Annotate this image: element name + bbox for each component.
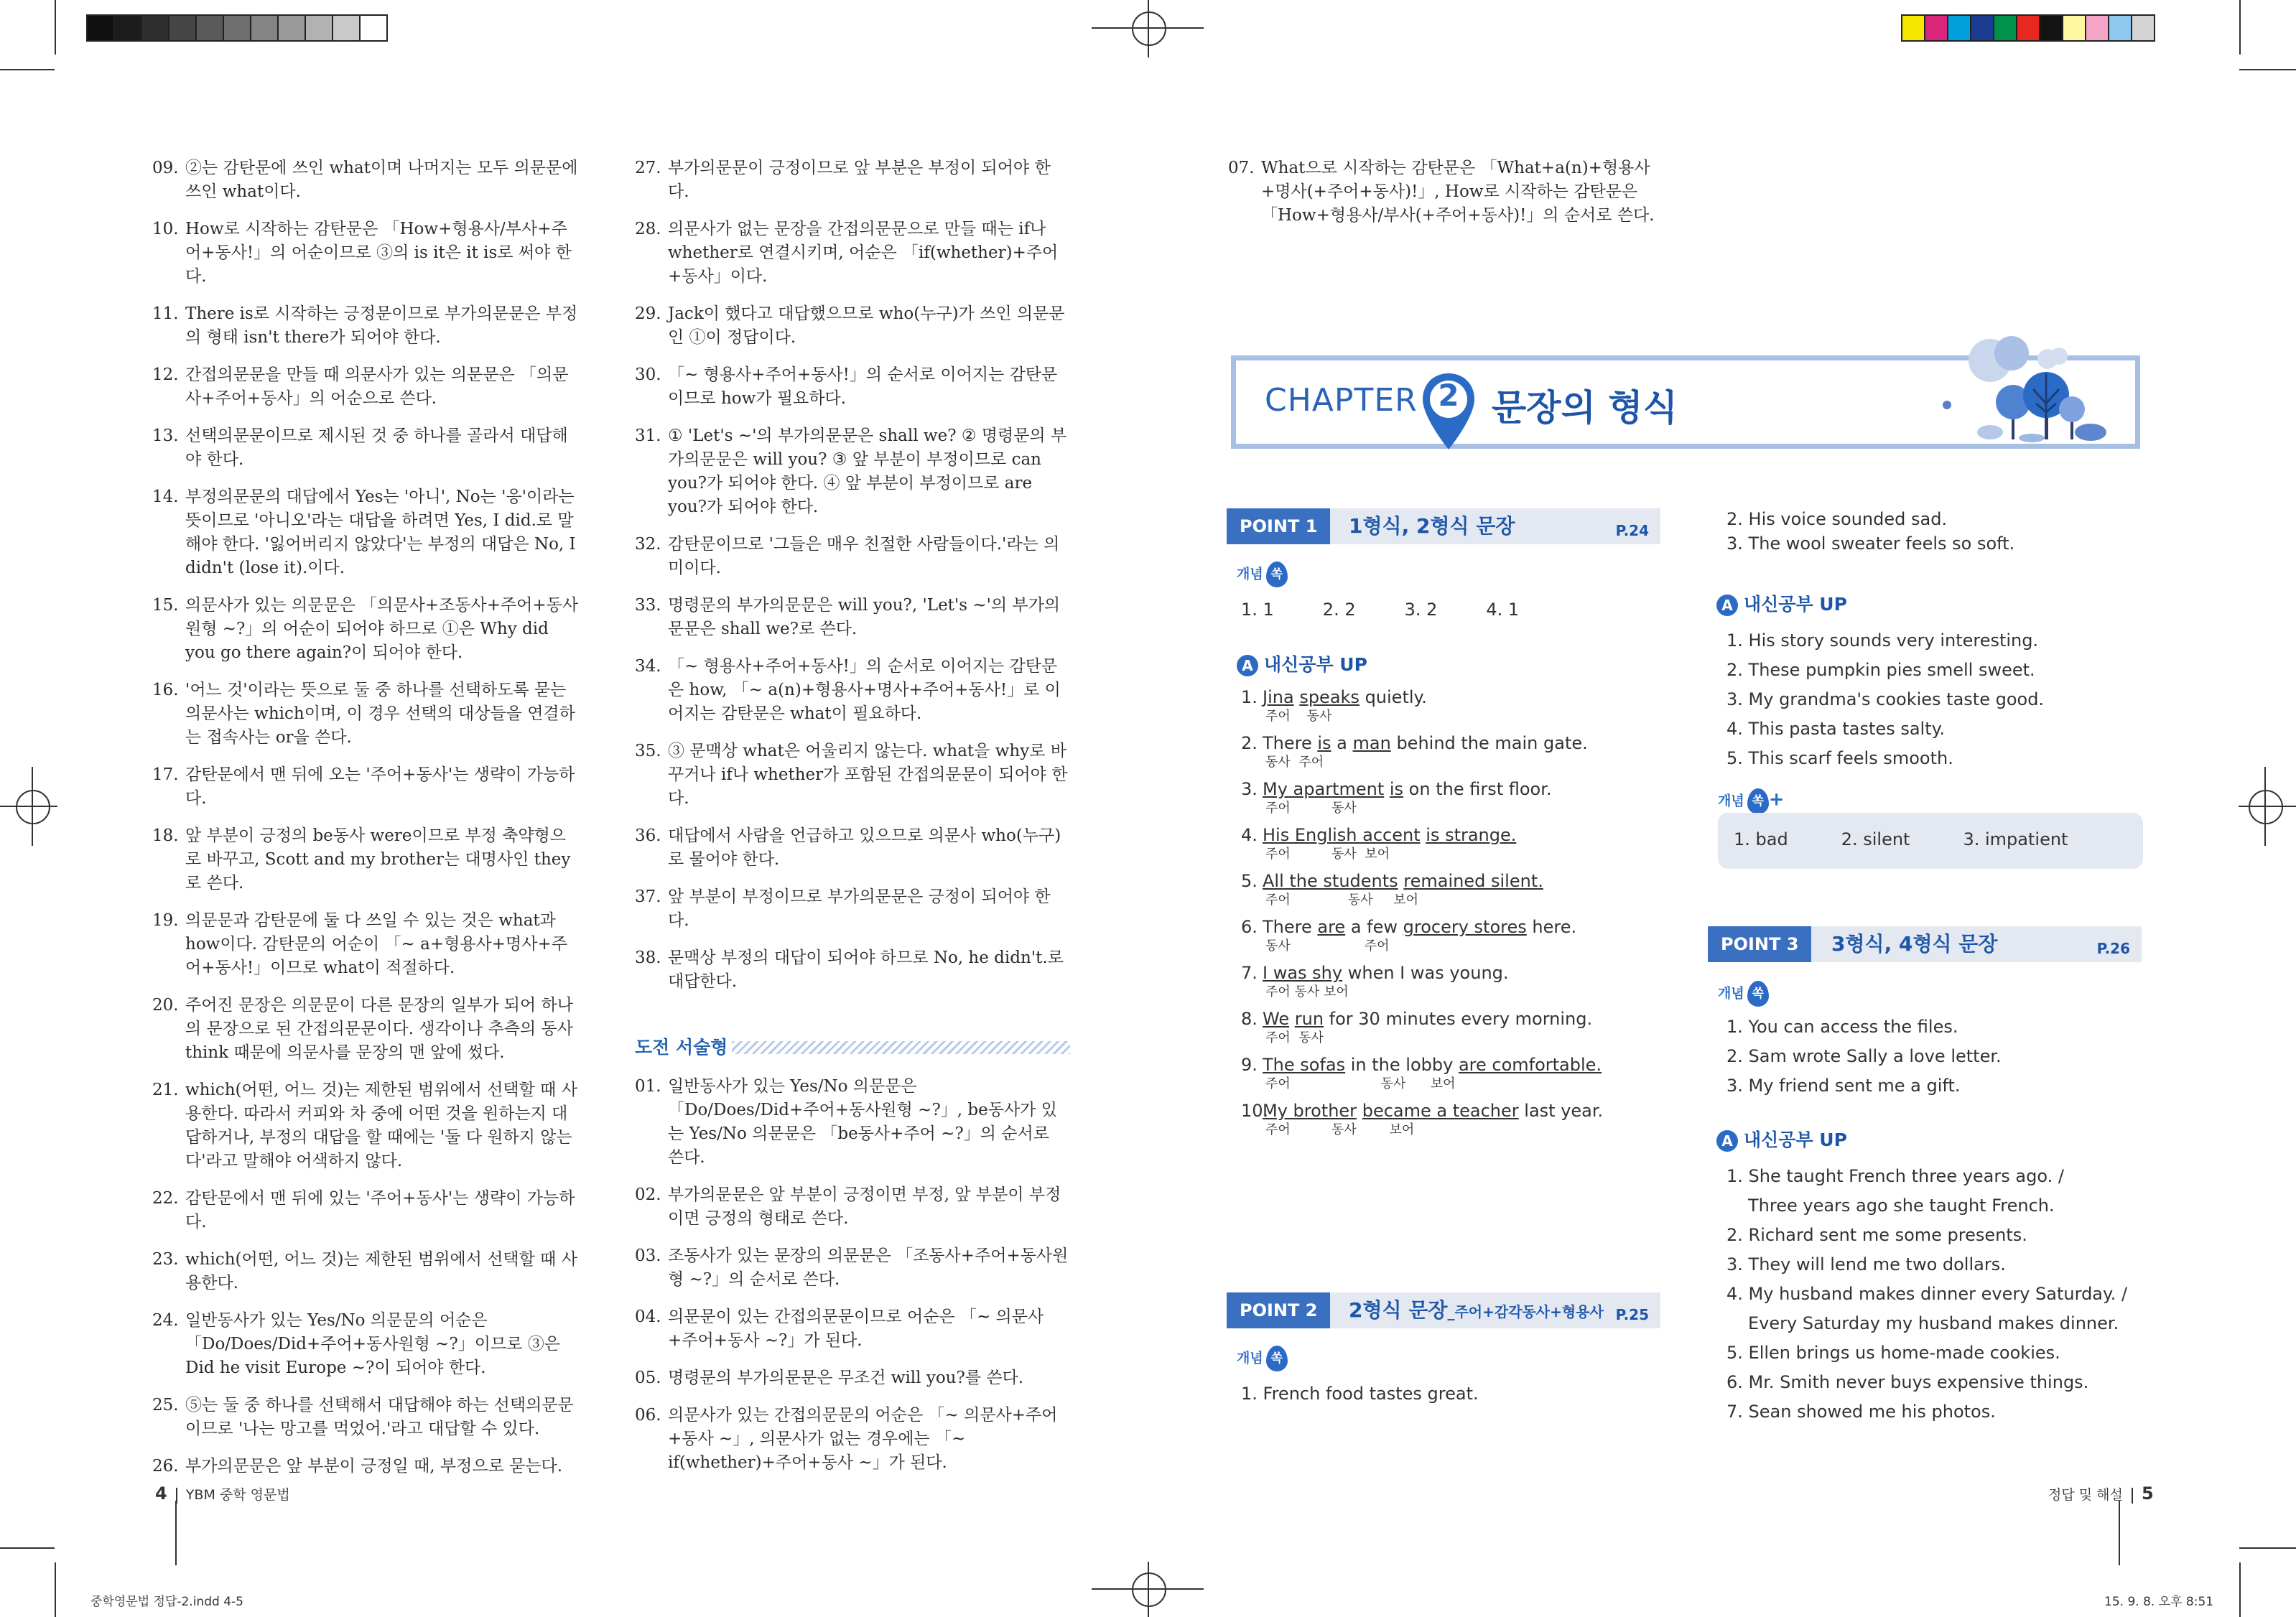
point2-title: 2형식 문장_주어+감각동사+형용사 (1349, 1298, 1604, 1322)
grammar-labels: 동사 주어 (1265, 755, 1324, 770)
chapter-title: 문장의 형식 (1492, 387, 1678, 429)
sentence-analysis: 6. There are a few grocery stores here. 동사 주어 (1241, 915, 1643, 954)
answer-line: 5. This scarf feels smooth. (1726, 748, 1953, 768)
naesin-heading: A 내신공부 UP (1716, 1126, 1847, 1152)
color-swatch (1924, 14, 1948, 42)
sentence-analysis: 9. The sofas in the lobby are comfortable. 주어 동사 보어 (1241, 1053, 1643, 1091)
print-date: 15. 9. 8. 오후 8:51 (2104, 1595, 2214, 1609)
answer-number: 15. (152, 596, 179, 615)
answer-item (635, 740, 1070, 811)
answer-item (152, 679, 580, 750)
answer-line: 3. My grandma's cookies taste good. (1726, 689, 2045, 709)
answer-number: 17. (152, 765, 179, 784)
answer-number: 19. (152, 911, 179, 930)
answer-line: 1. His story sounds very interesting. (1726, 630, 2039, 651)
answer-item (152, 1248, 580, 1295)
answer-item (152, 218, 580, 289)
page-number-right: 5 (2141, 1483, 2154, 1504)
answer-item (635, 1366, 1070, 1390)
point1-title: 1형식, 2형식 문장 (1349, 514, 1515, 538)
answer-item (635, 946, 1070, 994)
answer-text: 간접의문문을 만들 때 의문사가 있는 의문문은 「의문사+주어+동사」의 어순으로 쓴다. (185, 365, 569, 408)
point2-header (1227, 1292, 1660, 1328)
answer-column-3-top (1228, 157, 1659, 241)
color-swatch (277, 14, 306, 42)
answer-item (635, 157, 1070, 204)
answer-number: 20. (152, 996, 179, 1015)
answer-text: 대답에서 사람을 언급하고 있으므로 의문사 who(누구)로 물어야 한다. (668, 826, 1061, 869)
answer-item (635, 363, 1070, 411)
answer-text: 조동사가 있는 문장의 의문문은 「조동사+주어+동사원형 ~?」의 순서로 쓴다. (668, 1246, 1069, 1289)
answer-text: 주어진 문장은 의문문이 다른 문장의 일부가 되어 하나의 문장으로 된 간접의문문이다. 생각이나 추측의 동사 think 때문에 의문사를 문장의 맨 앞에 썼다. (185, 996, 573, 1062)
drop-icon: 쏙 (1747, 788, 1769, 814)
grammar-labels: 주어 동사 (1265, 709, 1332, 724)
answer-item (152, 1078, 580, 1173)
answer-number: 27. (635, 159, 661, 177)
answer-number: 36. (635, 826, 661, 845)
answer-line: 5. Ellen brings us home-made cookies. (1726, 1343, 2060, 1363)
answer-number: 31. (635, 427, 661, 445)
answer-text: 「~ 형용사+주어+동사!」의 순서로 이어지는 감탄문은 how, 「~ a(n)+형용사+명사+주어+동사!」로 이어지는 감탄문은 what이 필요하다. (668, 657, 1061, 723)
answer-item (635, 302, 1070, 350)
answer-line: 1. She taught French three years ago. / (1726, 1166, 2064, 1186)
answer-text: 의문문이 있는 간접의문문이므로 어순은 「~ 의문사+주어+동사 ~?」가 된다. (668, 1308, 1044, 1350)
answer-item (635, 655, 1070, 726)
answer-text: '어느 것'이라는 뜻으로 둘 중 하나를 선택하도록 묻는 의문사는 which이며, 이 경우 선택의 대상들을 연결하는 접속사는 or을 쓴다. (185, 681, 575, 747)
answer-number: 13. (152, 427, 179, 445)
answer-number: 26. (152, 1457, 179, 1476)
point3-naesin-answers (1726, 1162, 2127, 1427)
answer-text: 감탄문이므로 '그들은 매우 친절한 사람들이다.'라는 의미이다. (668, 535, 1060, 577)
answer-number: 01. (635, 1077, 661, 1096)
color-swatch (2039, 14, 2063, 42)
answer-number: 23. (152, 1250, 179, 1269)
answer-text: 앞 부분이 부정이므로 부가의문문은 긍정이 되어야 한다. (668, 887, 1051, 930)
point1-naesin-answers (1241, 685, 1643, 1145)
chapter-banner (1231, 355, 2140, 449)
answer-number: 33. (635, 596, 661, 615)
answer-item (635, 1244, 1070, 1292)
answer-text: 부가의문문은 앞 부분이 긍정일 때, 부정으로 묻는다. (185, 1457, 563, 1476)
drop-icon: 쏙 (1266, 561, 1288, 587)
color-swatch (113, 14, 142, 42)
answer-text: 일반동사가 있는 Yes/No 의문문의 어순은 「Do/Does/Did+주어+동사원형 ~?」이므로 ③은 Did he visit Europe ~?이 되어야 한다. (185, 1311, 560, 1377)
answer-number: 38. (635, 949, 661, 967)
drop-icon: 쏙 (1747, 981, 1769, 1007)
answer-number: 22. (152, 1189, 179, 1208)
color-swatch (2016, 14, 2040, 42)
sentence-analysis: 5. All the students remained silent. 주어 동사 보어 (1241, 869, 1643, 908)
answer-text: 의문문과 감탄문에 둘 다 쓰일 수 있는 것은 what과 how이다. 감탄문의 어순이 「~ a+형용사+명사+주어+동사!」이므로 what이 적절하다. (185, 911, 567, 977)
answer-item (152, 1455, 580, 1478)
answer-line: 3. They will lend me two dollars. (1726, 1254, 2006, 1275)
grammar-labels: 주어 동사 (1265, 1030, 1324, 1045)
answer-item (635, 1305, 1070, 1353)
answer-item (635, 824, 1070, 872)
color-swatch (2085, 14, 2109, 42)
answer-text: 명령문의 부가의문문은 will you?, 'Let's ~'의 부가의문문은 shall we?로 쓴다. (668, 596, 1061, 638)
answer-column-2 (635, 157, 1070, 1488)
answer-text: There is로 시작하는 긍정문이므로 부가의문문은 부정의 형태 isn't there가 되어야 한다. (185, 304, 578, 347)
answer-item (152, 763, 580, 811)
answer-number: 11. (152, 304, 179, 323)
point3-page: P.26 (2096, 940, 2130, 957)
color-swatch (141, 14, 169, 42)
answer-text: 의문사가 없는 문장을 간접의문문으로 만들 때는 if나 whether로 연결시키며, 어순은 「if(whether)+주어+동사」이다. (668, 220, 1059, 286)
answer-text: 문맥상 부정의 대답이 되어야 하므로 No, he didn't.로 대답한다. (668, 949, 1064, 991)
point2-plus-box: 1. bad 2. silent 3. impatient (1718, 813, 2143, 869)
answer-item (152, 909, 580, 980)
point2-label: POINT 2 (1227, 1292, 1330, 1328)
chapter-number: 2 (1438, 378, 1459, 413)
answer-line: Every Saturday my husband makes dinner. (1748, 1313, 2119, 1333)
trees-illustration (1904, 332, 2134, 447)
point3-quick-answers: 1. You can access the files. 2. Sam wrote Sally a love letter. 3. My friend sent me a gift. (1726, 1017, 2002, 1096)
sentence-analysis: 2. There is a man behind the main gate. 동사 주어 (1241, 731, 1643, 770)
grammar-labels: 주어 동사 보어 (1265, 893, 1419, 908)
answer-line: 7. Sean showed me his photos. (1726, 1402, 1996, 1422)
answer-number: 16. (152, 681, 179, 699)
answer-column-1 (152, 157, 580, 1492)
color-swatch (1993, 14, 2017, 42)
answer-text: 선택의문문이므로 제시된 것 중 하나를 골라서 대답해야 한다. (185, 427, 568, 469)
answer-item (152, 302, 580, 350)
answer-text: 일반동사가 있는 Yes/No 의문문은 「Do/Does/Did+주어+동사원형 ~?」, be동사가 있는 Yes/No 의문문은 「be동사+주어 ~?」의 순서로 쓴다. (668, 1077, 1057, 1167)
answer-text: 감탄문에서 맨 뒤에 있는 '주어+동사'는 생략이 가능하다. (185, 1189, 575, 1231)
answer-text: 부가의문문은 앞 부분이 긍정이면 부정, 앞 부분이 부정이면 긍정의 형태로 쓴다. (668, 1185, 1061, 1228)
answer-line: 4. This pasta tastes salty. (1726, 719, 1946, 739)
answer-item (152, 157, 580, 204)
color-swatch (195, 14, 224, 42)
badge-a-icon: A (1237, 655, 1258, 676)
color-swatch (332, 14, 361, 42)
chapter-word: CHAPTER (1265, 382, 1418, 419)
answer-text: ⑤는 둘 중 하나를 선택해서 대답해야 하는 선택의문문이므로 '나는 망고를 먹었어.'라고 대답할 수 있다. (185, 1396, 574, 1438)
point2-quick-continued: 2. His voice sounded sad. 3. The wool sweater feels so soft. (1726, 509, 2015, 554)
answer-number: 10. (152, 220, 179, 238)
answer-text: 의문사가 있는 간접의문문의 어순은 「~ 의문사+주어+동사 ~」, 의문사가 없는 경우에는 「~ if(whether)+주어+동사 ~」가 된다. (668, 1406, 1058, 1472)
answer-line: 2. Richard sent me some presents. (1726, 1225, 2027, 1245)
sentence-analysis: 3. My apartment is on the first floor. 주어 동사 (1241, 777, 1643, 816)
answer-number: 28. (635, 220, 661, 238)
answer-item (152, 1187, 580, 1234)
point3-title: 3형식, 4형식 문장 (1831, 932, 1998, 956)
answer-number: 14. (152, 488, 179, 506)
answer-item (152, 1394, 580, 1441)
color-swatch (86, 14, 115, 42)
gaenyeom-badge: 개념 쏙 (1237, 1346, 1288, 1371)
answer-item (635, 594, 1070, 641)
color-swatch (223, 14, 251, 42)
point2-page: P.25 (1615, 1306, 1649, 1323)
sentence-analysis: 1. Jina speaks quietly. 주어 동사 (1241, 685, 1643, 724)
color-swatch (359, 14, 388, 42)
answer-number: 32. (635, 535, 661, 554)
naesin-heading: A 내신공부 UP (1237, 651, 1367, 676)
grammar-labels: 주어 동사 보어 (1265, 847, 1390, 862)
answer-text: ③ 문맥상 what은 어울리지 않는다. what을 why로 바꾸거나 if나 whether가 포함된 간접의문문이 되어야 한다. (668, 742, 1068, 808)
answer-text: ① 'Let's ~'의 부가의문문은 shall we? ② 명령문의 부가의문문은 will you? ③ 앞 부분이 부정이므로 can you?가 되어야 한다. ④ 앞 부분이 부정이므로 are you?가 되어야 한다. (668, 427, 1067, 516)
color-swatch (1901, 14, 1925, 42)
grammar-labels: 주어 동사 (1265, 801, 1357, 816)
answer-text: How로 시작하는 감탄문은 「How+형용사/부사+주어+동사!」의 어순이므로 ③의 is it은 it is로 써야 한다. (185, 220, 572, 286)
answer-number: 18. (152, 826, 179, 845)
grammar-labels: 주어 동사 보어 (1265, 984, 1349, 999)
book-title: YBM 중학 영문법 (185, 1487, 290, 1503)
answer-item (152, 1309, 580, 1380)
answer-item (635, 218, 1070, 289)
answer-item (152, 594, 580, 665)
answer-text: Jack이 했다고 대답했으므로 who(누구)가 쓰인 의문문인 ①이 정답이다. (668, 304, 1065, 347)
answer-line: 4. My husband makes dinner every Saturday. / (1726, 1284, 2128, 1304)
section-title-hatch (732, 1041, 1070, 1054)
answer-text: ②는 감탄문에 쓰인 what이며 나머지는 모두 의문문에 쓰인 what이다. (185, 159, 578, 201)
answer-line: 6. Mr. Smith never buys expensive things. (1726, 1372, 2089, 1392)
point1-header (1227, 508, 1660, 544)
section-challenge-writing (635, 1035, 1070, 1059)
sentence-analysis: 10. My brother became a teacher last year. 주어 동사 보어 (1241, 1099, 1643, 1137)
answer-text: 부정의문문의 대답에서 Yes는 '아니', No는 '응'이라는 뜻이므로 '아니오'라는 대답을 하려면 Yes, I did.로 말해야 한다. '잃어버리지 않았다'는 부정의 대답은 No, I didn't (lose it).이다. (185, 488, 576, 577)
answer-number: 30. (635, 365, 661, 384)
answer-number: 04. (635, 1308, 661, 1326)
file-slug: 중학영문법 정답-2.indd 4-5 (90, 1595, 243, 1609)
answer-number: 25. (152, 1396, 179, 1415)
point3-header (1708, 926, 2142, 962)
footer-right (2048, 1483, 2154, 1504)
book-section: 정답 및 해설 (2048, 1487, 2123, 1503)
naesin-heading: A 내신공부 UP (1716, 590, 1847, 616)
color-swatch (305, 14, 333, 42)
answer-text: 명령문의 부가의문문은 무조건 will you?를 쓴다. (668, 1369, 1024, 1387)
answer-text: 의문사가 있는 의문문은 「의문사+조동사+주어+동사원형 ~?」의 어순이 되어야 하므로 ①은 Why did you go there again?이 되어야 한다. (185, 596, 579, 662)
answer-number: 21. (152, 1081, 179, 1099)
answer-item (635, 424, 1070, 519)
answer-number: 02. (635, 1185, 661, 1204)
answer-text: which(어떤, 어느 것)는 제한된 범위에서 선택할 때 사용한다. 따라서 커피와 차 중에 어떤 것을 원하는지 대답하거나, 부정의 대답을 할 때에는 '둘 다 원하지 않는다'라고 말해야 어색하지 않다. (185, 1081, 577, 1170)
answer-number: 29. (635, 304, 661, 323)
answer-number: 24. (152, 1311, 179, 1330)
answer-item (635, 1183, 1070, 1231)
color-swatch (250, 14, 279, 42)
drop-icon: 쏙 (1266, 1346, 1288, 1371)
color-swatch (168, 14, 197, 42)
answer-text: 부가의문문이 긍정이므로 앞 부분은 부정이 되어야 한다. (668, 159, 1051, 201)
answer-text: which(어떤, 어느 것)는 제한된 범위에서 선택할 때 사용한다. (185, 1250, 577, 1292)
grammar-labels: 주어 동사 보어 (1265, 1122, 1415, 1137)
sentence-analysis: 7. I was shy when I was young. 주어 동사 보어 (1241, 961, 1643, 999)
answer-item (635, 1075, 1070, 1170)
color-swatch (2062, 14, 2086, 42)
sentence-analysis: 4. His English accent is strange. 주어 동사 보어 (1241, 823, 1643, 862)
color-swatch (1970, 14, 1994, 42)
point1-label: POINT 1 (1227, 508, 1330, 544)
footer-left (155, 1483, 290, 1504)
answer-number: 03. (635, 1246, 661, 1265)
answer-text: 「~ 형용사+주어+동사!」의 순서로 이어지는 감탄문이므로 how가 필요하다. (668, 365, 1058, 408)
answer-item: 07. What으로 시작하는 감탄문은 「What+a(n)+형용사+명사(+주어+동사)!」, How로 시작하는 감탄문은 「How+형용사/부사(+주어+동사)!」의 순서로 쓴다. (1228, 159, 1655, 225)
answer-number: 35. (635, 742, 661, 760)
gaenyeom-badge: 개념 쏙 (1718, 981, 1769, 1007)
color-swatch (2108, 14, 2132, 42)
gaenyeom-badge: 개념 쏙 (1237, 561, 1288, 587)
point3-label: POINT 3 (1708, 926, 1811, 962)
section-title: 도전 서술형 (635, 1037, 728, 1058)
point2-quick-answers: 1. French food tastes great. (1241, 1384, 1479, 1404)
color-swatch (1947, 14, 1971, 42)
answer-number: 12. (152, 365, 179, 384)
answer-item (635, 885, 1070, 933)
answer-number: 09. (152, 159, 179, 177)
answer-number: 37. (635, 887, 661, 906)
answer-text: 감탄문에서 맨 뒤에 오는 '주어+동사'는 생략이 가능하다. (185, 765, 575, 808)
sentence-analysis: 8. We run for 30 minutes every morning. 주어 동사 (1241, 1007, 1643, 1045)
answer-line: Three years ago she taught French. (1748, 1196, 2055, 1216)
point1-page: P.24 (1615, 522, 1649, 539)
badge-a-icon: A (1716, 1130, 1738, 1152)
answer-text: 앞 부분이 긍정의 be동사 were이므로 부정 축약형으로 바꾸고, Scott and my brother는 대명사인 they로 쓴다. (185, 826, 571, 893)
answer-number: 06. (635, 1406, 661, 1425)
answer-number: 05. (635, 1369, 661, 1387)
point1-quick-answers: 1. 1 2. 2 3. 2 4. 1 (1241, 600, 1520, 620)
answer-item (152, 485, 580, 580)
color-swatch (2131, 14, 2155, 42)
answer-line: 2. These pumpkin pies smell sweet. (1726, 660, 2035, 680)
badge-a-icon: A (1716, 595, 1738, 616)
page-number-left: 4 (155, 1483, 167, 1504)
answer-item (152, 363, 580, 411)
grammar-labels: 주어 동사 보어 (1265, 1076, 1456, 1091)
answer-item (152, 424, 580, 472)
answer-number: 34. (635, 657, 661, 676)
answer-item (635, 533, 1070, 580)
answer-item (635, 1404, 1070, 1475)
answer-item (152, 994, 580, 1065)
point2-naesin-answers (1726, 626, 2044, 773)
gaenyeom-plus-badge: 개념 쏙 + (1718, 788, 1785, 814)
answer-item (152, 824, 580, 895)
grammar-labels: 동사 주어 (1265, 938, 1390, 954)
